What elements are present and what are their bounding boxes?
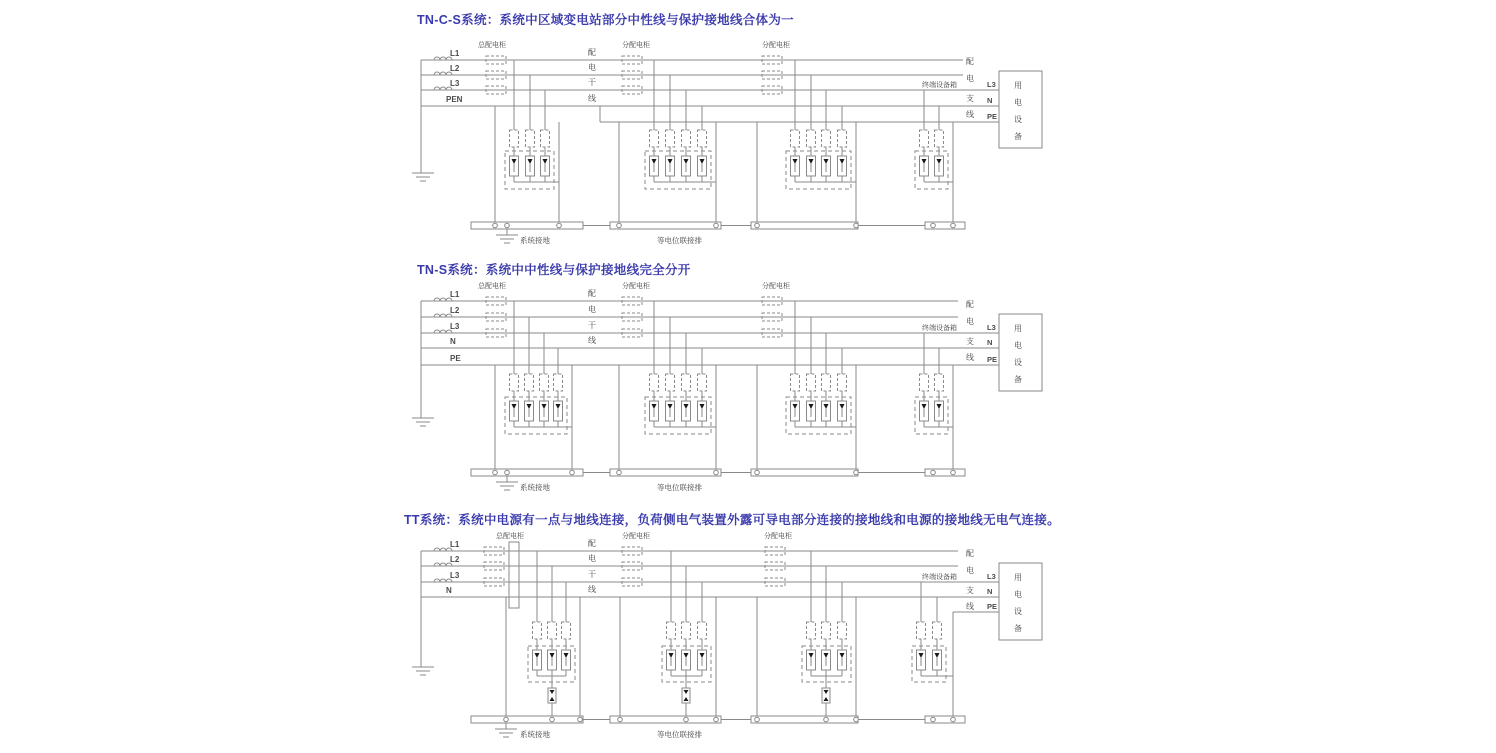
bar-terminal <box>854 470 859 475</box>
fuse-icon <box>838 130 847 147</box>
fuse-icon <box>698 622 707 639</box>
fuse-icon <box>935 374 944 391</box>
spd-arrow-icon <box>564 653 569 658</box>
system-earth-label: 系统接地 <box>520 730 550 739</box>
bar-terminal <box>951 470 956 475</box>
earth-bar <box>610 716 721 723</box>
trunk-line-char: 电 <box>588 63 596 72</box>
fuse-icon <box>666 130 675 147</box>
terminal-box-label: 终端设备箱 <box>922 82 957 89</box>
terminal-line-label: N <box>987 96 993 105</box>
equipment-box-label-char: 用 <box>1014 81 1022 90</box>
spd-arrow-icon <box>542 404 547 409</box>
spd-arrow-icon <box>668 404 673 409</box>
branch-line-char: 电 <box>966 566 974 575</box>
earth-bar <box>610 469 721 476</box>
fuse-icon <box>667 622 676 639</box>
fuse-icon <box>838 622 847 639</box>
bonding-bar-label: 等电位联接排 <box>657 483 702 492</box>
fuse-icon <box>533 622 542 639</box>
spd-arrow-icon <box>824 404 829 409</box>
fuse-icon <box>807 130 816 147</box>
terminal-line-label: N <box>987 338 993 347</box>
fuse-icon <box>554 374 563 391</box>
bar-terminal <box>493 223 498 228</box>
bonding-bar-label: 等电位联接排 <box>657 730 702 739</box>
spd-box <box>645 397 711 434</box>
branch-line-char: 电 <box>966 74 974 83</box>
spd-arrow-icon <box>535 653 540 658</box>
terminal-line-label: L3 <box>987 572 996 581</box>
fuse-icon <box>917 622 926 639</box>
fuse-icon <box>682 622 691 639</box>
earth-bar <box>751 469 858 476</box>
spd-arrow-icon <box>840 404 845 409</box>
spd-arrow-icon <box>700 159 705 164</box>
system-earth-label: 系统接地 <box>520 483 550 492</box>
spd-arrow-icon <box>543 159 548 164</box>
spd-arrow-icon <box>937 404 942 409</box>
cabinet-label: 总配电柜 <box>478 42 506 49</box>
spd-arrow-icon <box>919 653 924 658</box>
spark-gap-icon <box>550 697 555 701</box>
fuse-icon <box>525 374 534 391</box>
spark-gap-icon <box>684 697 689 701</box>
spd-arrow-icon <box>550 653 555 658</box>
bonding-bar-label: 等电位联接排 <box>657 236 702 245</box>
spd-arrow-icon <box>556 404 561 409</box>
line-label: L3 <box>450 79 460 88</box>
bar-terminal <box>714 223 719 228</box>
spd-arrow-icon <box>824 159 829 164</box>
trunk-line-char: 线 <box>588 94 596 103</box>
equipment-box-label-char: 设 <box>1014 115 1022 124</box>
bar-terminal <box>714 470 719 475</box>
line-label: PE <box>450 354 461 363</box>
spd-arrow-icon <box>684 159 689 164</box>
fuse-icon <box>935 130 944 147</box>
spd-arrow-icon <box>824 653 829 658</box>
fuse-icon <box>920 130 929 147</box>
spd-arrow-icon <box>700 653 705 658</box>
bar-terminal <box>714 717 719 722</box>
terminal-line-label: N <box>987 587 993 596</box>
spd-arrow-icon <box>652 159 657 164</box>
earth-bar <box>471 716 583 723</box>
bar-terminal <box>618 717 623 722</box>
bar-terminal <box>951 223 956 228</box>
branch-line-char: 配 <box>966 300 974 309</box>
diagram-tn-s <box>412 281 1042 492</box>
spark-gap-icon <box>550 690 555 694</box>
terminal-line-label: L3 <box>987 323 996 332</box>
line-label: L3 <box>450 322 460 331</box>
spd-arrow-icon <box>840 653 845 658</box>
bar-terminal <box>931 470 936 475</box>
bar-terminal <box>931 717 936 722</box>
spd-box <box>645 151 711 189</box>
spd-box <box>912 646 946 682</box>
line-label: L1 <box>450 290 460 299</box>
spd-arrow-icon <box>809 653 814 658</box>
fuse-icon <box>510 130 519 147</box>
earth-bar <box>751 716 858 723</box>
cabinet-label: 总配电柜 <box>478 283 506 290</box>
branch-line-char: 线 <box>966 602 974 611</box>
bar-terminal <box>755 717 760 722</box>
spd-arrow-icon <box>528 159 533 164</box>
equipment-box-label-char: 电 <box>1014 341 1022 350</box>
fuse-icon <box>822 130 831 147</box>
fuse-icon <box>807 622 816 639</box>
fuse-icon <box>548 622 557 639</box>
fuse-icon <box>682 374 691 391</box>
earth-bar <box>751 222 858 229</box>
cabinet-label: 分配电柜 <box>622 283 650 290</box>
bar-terminal <box>550 717 555 722</box>
spd-arrow-icon <box>922 159 927 164</box>
diagram-title-tt: TT系统：系统中电源有一点与地线连接，负荷侧电气装置外露可导电部分连接的接地线和电源的接地线无电气连接。 <box>404 513 1060 527</box>
bar-terminal <box>951 717 956 722</box>
branch-line-char: 配 <box>966 57 974 66</box>
bar-terminal <box>755 223 760 228</box>
spd-box <box>786 151 851 189</box>
equipment-box-label-char: 用 <box>1014 324 1022 333</box>
terminal-line-label: PE <box>987 355 998 364</box>
spd-arrow-icon <box>840 159 845 164</box>
line-label: L2 <box>450 306 460 315</box>
bar-terminal <box>504 717 509 722</box>
spark-gap-icon <box>824 690 829 694</box>
branch-line-char: 支 <box>966 586 974 595</box>
bar-terminal <box>854 717 859 722</box>
fuse-icon <box>822 374 831 391</box>
main-switch-box <box>509 542 519 608</box>
bar-terminal <box>931 223 936 228</box>
bar-terminal <box>493 470 498 475</box>
trunk-line-char: 电 <box>588 305 596 314</box>
fuse-icon <box>682 130 691 147</box>
trunk-line-char: 干 <box>588 321 596 330</box>
spd-box <box>786 397 851 434</box>
cabinet-label: 分配电柜 <box>762 42 790 49</box>
fuse-icon <box>650 374 659 391</box>
diagram-title-tn-s: TN-S系统：系统中中性线与保护接地线完全分开 <box>417 263 691 277</box>
fuse-icon <box>510 374 519 391</box>
bar-terminal <box>505 470 510 475</box>
trunk-line-char: 配 <box>588 539 596 548</box>
spd-arrow-icon <box>809 159 814 164</box>
fuse-icon <box>807 374 816 391</box>
cabinet-label: 分配电柜 <box>764 533 792 540</box>
trunk-line-char: 线 <box>588 585 596 594</box>
equipment-box-label-char: 电 <box>1014 98 1022 107</box>
spd-arrow-icon <box>684 653 689 658</box>
line-label: N <box>450 337 456 346</box>
equipment-box-label-char: 备 <box>1014 132 1022 141</box>
line-label: L1 <box>450 540 460 549</box>
spd-arrow-icon <box>512 159 517 164</box>
cabinet-label: 总配电柜 <box>496 533 524 540</box>
line-label: L3 <box>450 571 460 580</box>
cabinet-label: 分配电柜 <box>762 283 790 290</box>
branch-line-char: 电 <box>966 317 974 326</box>
fuse-icon <box>920 374 929 391</box>
spd-arrow-icon <box>793 159 798 164</box>
fuse-icon <box>540 374 549 391</box>
equipment-box-label-char: 备 <box>1014 375 1022 384</box>
system-earth-label: 系统接地 <box>520 236 550 245</box>
fuse-icon <box>526 130 535 147</box>
spd-arrow-icon <box>809 404 814 409</box>
line-label: PEN <box>446 95 463 104</box>
fuse-icon <box>698 374 707 391</box>
fuse-icon <box>650 130 659 147</box>
line-label: L2 <box>450 64 460 73</box>
branch-line-char: 配 <box>966 549 974 558</box>
terminal-line-label: PE <box>987 112 998 121</box>
equipment-box-label-char: 电 <box>1014 590 1022 599</box>
bar-terminal <box>578 717 583 722</box>
trunk-line-char: 干 <box>588 570 596 579</box>
trunk-line-char: 配 <box>588 289 596 298</box>
spd-arrow-icon <box>527 404 532 409</box>
terminal-line-label: L3 <box>987 80 996 89</box>
fuse-icon <box>562 622 571 639</box>
cabinet-label: 分配电柜 <box>622 42 650 49</box>
bar-terminal <box>570 470 575 475</box>
equipment-box-label-char: 备 <box>1014 624 1022 633</box>
equipment-box-label-char: 设 <box>1014 358 1022 367</box>
spark-gap-icon <box>824 697 829 701</box>
bar-terminal <box>617 223 622 228</box>
branch-line-char: 支 <box>966 337 974 346</box>
diagram-tn-c-s <box>412 40 1042 245</box>
cabinet-label: 分配电柜 <box>622 533 650 540</box>
bar-terminal <box>854 223 859 228</box>
diagram-tt <box>412 531 1042 739</box>
line-label: L2 <box>450 555 460 564</box>
trunk-line-char: 电 <box>588 554 596 563</box>
bar-terminal <box>824 717 829 722</box>
earth-bar <box>471 222 583 229</box>
trunk-line-char: 配 <box>588 48 596 57</box>
bar-terminal <box>617 470 622 475</box>
bar-terminal <box>755 470 760 475</box>
bar-terminal <box>505 223 510 228</box>
spd-arrow-icon <box>700 404 705 409</box>
spd-arrow-icon <box>668 159 673 164</box>
line-label: N <box>446 586 452 595</box>
spd-arrow-icon <box>937 159 942 164</box>
fuse-icon <box>666 374 675 391</box>
bar-terminal <box>557 223 562 228</box>
earth-bar <box>610 222 721 229</box>
branch-line-char: 线 <box>966 353 974 362</box>
terminal-box-label: 终端设备箱 <box>922 325 957 332</box>
spd-arrow-icon <box>935 653 940 658</box>
diagram-title-tn-c-s: TN-C-S系统：系统中区域变电站部分中性线与保护接地线合体为一 <box>417 13 794 27</box>
spd-arrow-icon <box>512 404 517 409</box>
spd-arrow-icon <box>652 404 657 409</box>
fuse-icon <box>933 622 942 639</box>
terminal-line-label: PE <box>987 602 998 611</box>
spark-gap-icon <box>684 690 689 694</box>
trunk-line-char: 线 <box>588 336 596 345</box>
equipment-box-label-char: 用 <box>1014 573 1022 582</box>
spd-arrow-icon <box>793 404 798 409</box>
earth-bar <box>471 469 583 476</box>
fuse-icon <box>791 130 800 147</box>
line-label: L1 <box>450 49 460 58</box>
branch-line-char: 线 <box>966 110 974 119</box>
spd-arrow-icon <box>922 404 927 409</box>
branch-line-char: 支 <box>966 94 974 103</box>
equipment-box-label-char: 设 <box>1014 607 1022 616</box>
fuse-icon <box>822 622 831 639</box>
terminal-box-label: 终端设备箱 <box>922 574 957 581</box>
fuse-icon <box>541 130 550 147</box>
spd-arrow-icon <box>684 404 689 409</box>
fuse-icon <box>791 374 800 391</box>
trunk-line-char: 干 <box>588 78 596 87</box>
fuse-icon <box>838 374 847 391</box>
bar-terminal <box>684 717 689 722</box>
fuse-icon <box>698 130 707 147</box>
spd-arrow-icon <box>669 653 674 658</box>
